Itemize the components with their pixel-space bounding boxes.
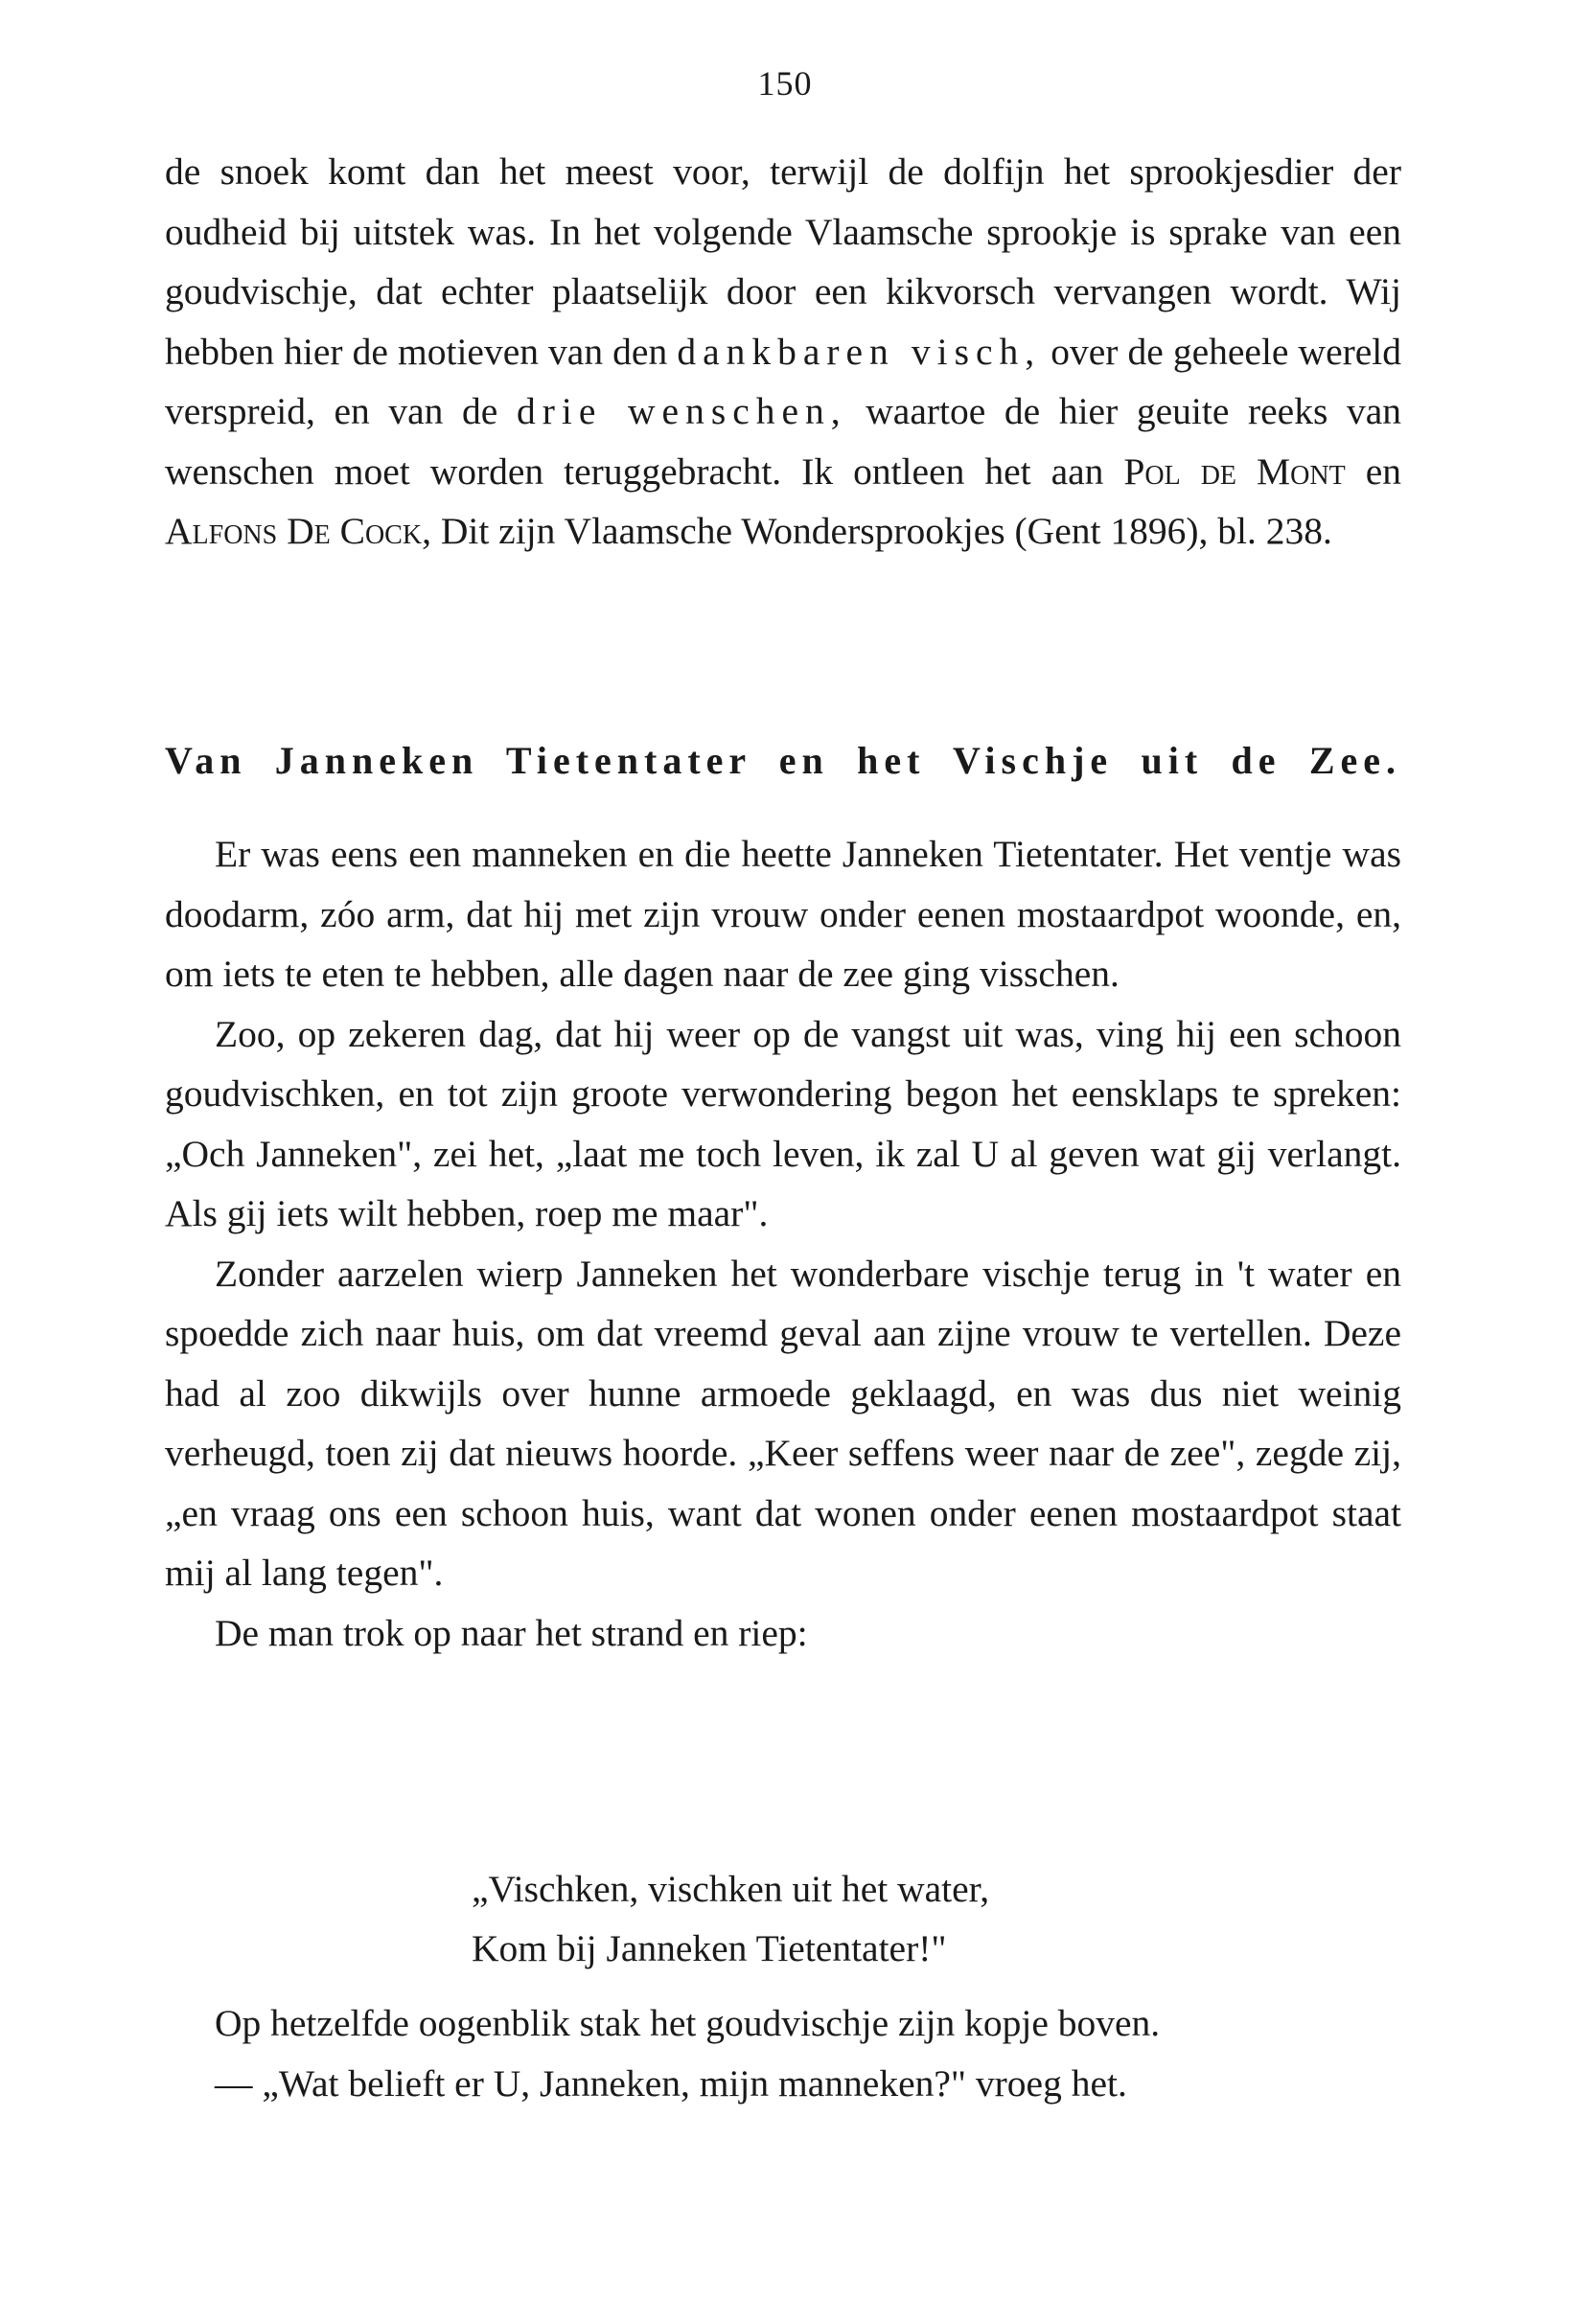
intro-text: [165, 142, 1401, 562]
intro-conjunction: en: [1345, 449, 1401, 493]
verse-line-2: Kom bij Janneken Tietentater!": [472, 1927, 947, 1969]
intro-part-3: waartoe de hier geuite reeks van wenschen moet worden teruggebracht. Ik ontleen het aan: [165, 390, 1402, 493]
intro-paragraph: [165, 142, 1401, 562]
closing-line-2: — „Wat belieft er U, Janneken, mijn manneken?" vroeg het.: [215, 2061, 1127, 2105]
intro-part-4: , Dit zijn Vlaamsche Wondersprookjes (Gent 1896), bl. 238.: [422, 510, 1332, 552]
story-title: Van Janneken Tietentater en het Vischje uit de Zee.: [165, 739, 1401, 782]
story-paragraph-1: Er was eens een manneken en die heette Janneken Tietentater. Het ventje was doodarm, zóo arm, dat hij met zijn vrouw onder eenen mostaardpot woonde, en, om iets te eten te hebben, alle dagen naar de zee ging visschen.: [165, 833, 1401, 995]
verse-block: [472, 1859, 989, 1978]
story-body: [165, 824, 1401, 1663]
closing-lines: [165, 1993, 1401, 2113]
intro-part-1: de snoek komt dan het meest voor, terwijl de dolfijn het sprookjesdier der oudheid bij uitstek was. In het volgende Vlaamsche sprookje is sprake van een goudvischje, dat echter plaatselijk door een kikvorsch vervangen wordt. Wij hebben hier de motieven van den: [165, 150, 1401, 373]
story-paragraph-4: De man trok op naar het strand en riep:: [215, 1611, 808, 1654]
emphasis-drie-wenschen: drie wenschen,: [516, 390, 847, 432]
author-alfons-de-cock: Alfons De Cock: [165, 510, 423, 552]
page-number: 150: [757, 64, 813, 103]
story-paragraph-2: Zoo, op zekeren dag, dat hij weer op de vangst uit was, ving hij een schoon goudvischken, en tot zijn groote verwondering begon het eensklaps te spreken: „Och Janneken", zei het, „laat me toch leven, ik zal U al geven wat gij verlangt. Als gij iets wilt hebben, roep me maar".: [165, 1012, 1401, 1234]
emphasis-dankbaren-visch: dankbaren visch,: [677, 330, 1042, 373]
author-pol-de-mont: Pol de Mont: [1123, 449, 1346, 493]
story-paragraph-3: Zonder aarzelen wierp Janneken het wonderbare vischje terug in 't water en spoedde zich naar huis, om dat vreemd geval aan zijne vrouw te vertellen. Deze had al zoo dikwijls over hunne armoede geklaagd, en was dus niet weinig verheugd, toen zij dat nieuws hoorde. „Keer seffens weer naar de zee", zegde zij, „en vraag ons een schoon huis, want dat wonen onder eenen mostaardpot staat mij al lang tegen".: [165, 1252, 1401, 1594]
intro-part-2: over de geheele wereld verspreid, en van de: [165, 330, 1402, 432]
verse-line-1: „Vischken, vischken uit het water,: [472, 1868, 990, 1910]
closing-line-1: Op hetzelfde oogenblik stak het goudvischje zijn kopje boven.: [215, 2002, 1161, 2044]
